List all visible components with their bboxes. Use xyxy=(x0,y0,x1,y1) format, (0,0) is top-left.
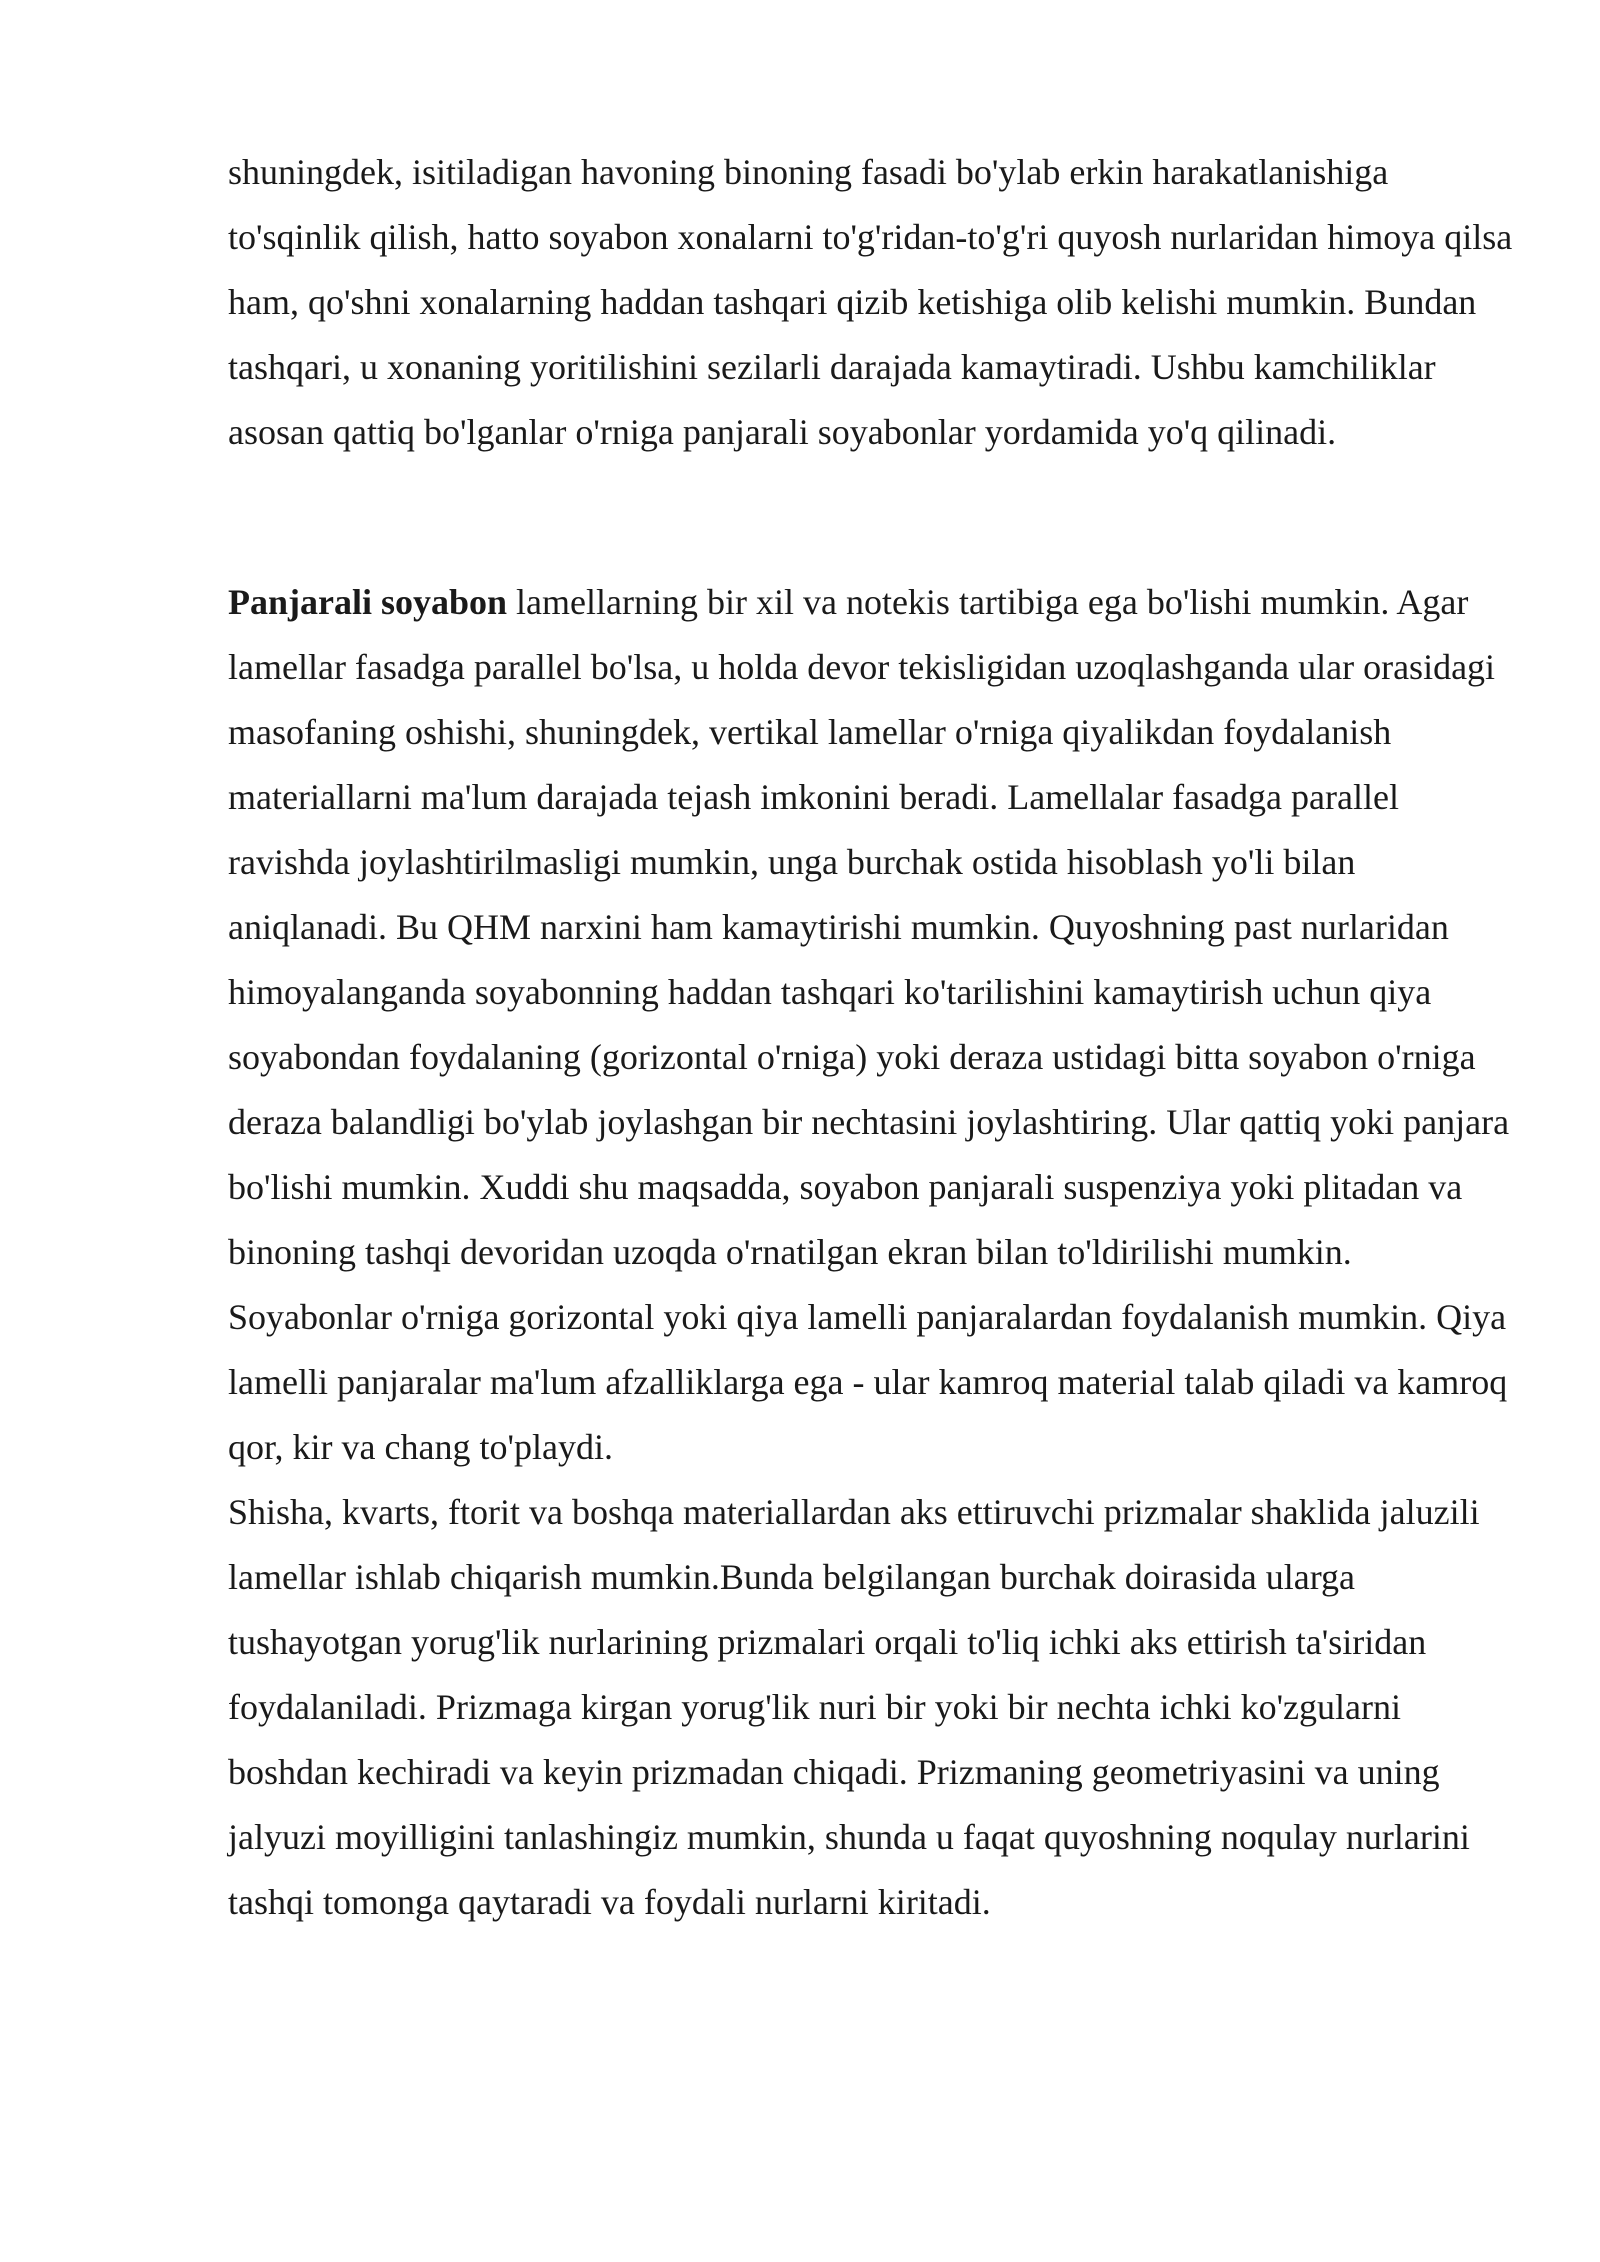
document-page xyxy=(228,140,1518,1935)
paragraph-intro: shuningdek, isitiladigan havoning binoning fasadi bo'ylab erkin harakatlanishiga to'sqinlik qilish, hatto soyabon xonalarni to'g'ridan-to'g'ri quyosh nurlaridan himoya qilsa ham, qo'shni xonalarning haddan tashqari qizib ketishiga olib kelishi mumkin. Bundan tashqari, u xonaning yoritilishini sezilarli darajada kamaytiradi. Ushbu kamchiliklar asosan qattiq bo'lganlar o'rniga panjarali soyabonlar yordamida yo'q qilinadi. xyxy=(228,152,1513,452)
paragraph-shisha: Shisha, kvarts, ftorit va boshqa materiallardan aks ettiruvchi prizmalar shaklida jaluzili lamellar ishlab chiqarish mumkin.Bunda belgilangan burchak doirasida ularga tushayotgan yorug'lik nurlarining prizmalari orqali to'liq ichki aks ettirish ta'siridan foydalaniladi. Prizmaga kirgan yorug'lik nuri bir yoki bir nechta ichki ko'zgularni boshdan kechiradi va keyin prizmadan chiqadi. Prizmaning geometriyasini va uning jalyuzi moyilligini tanlashingiz mumkin, shunda u faqat quyoshning noqulay nurlarini tashqi tomonga qaytaradi va foydali nurlarni kiritadi. xyxy=(228,1492,1480,1922)
paragraph-soyabonlar: Soyabonlar o'rniga gorizontal yoki qiya lamelli panjaralardan foydalanish mumkin. Qiya lamelli panjaralar ma'lum afzalliklarga ega - ular kamroq material talab qiladi va kamroq qor, kir va chang to'playdi. xyxy=(228,1297,1508,1467)
paragraph-spacer xyxy=(228,465,1518,570)
paragraph-panjarali-soyabon xyxy=(228,570,1518,1285)
paragraph-panjarali-text: lamellarning bir xil va notekis tartibiga ega bo'lishi mumkin. Agar lamellar fasadga parallel bo'lsa, u holda devor tekisligidan uzoqlashganda ular orasidagi masofaning oshishi, shuningdek, vertikal lamellar o'rniga qiyalikdan foydalanish materiallarni ma'lum darajada tejash imkonini beradi. Lamellalar fasadga parallel ravishda joylashtirilmasligi mumkin, unga burchak ostida hisoblash yo'li bilan aniqlanadi. Bu QHM narxini ham kamaytirishi mumkin. Quyoshning past nurlaridan himoyalanganda soyabonning haddan tashqari ko'tarilishini kamaytirish uchun qiya soyabondan foydalaning (gorizontal o'rniga) yoki deraza ustidagi bitta soyabon o'rniga deraza balandligi bo'ylab joylashgan bir nechtasini joylashtiring. Ular qattiq yoki panjara bo'lishi mumkin. Xuddi shu maqsadda, soyabon panjarali suspenziya yoki plitadan va binoning tashqi devoridan uzoqda o'rnatilgan ekran bilan to'ldirilishi mumkin. xyxy=(228,582,1510,1272)
bold-term: Panjarali soyabon xyxy=(228,582,508,622)
